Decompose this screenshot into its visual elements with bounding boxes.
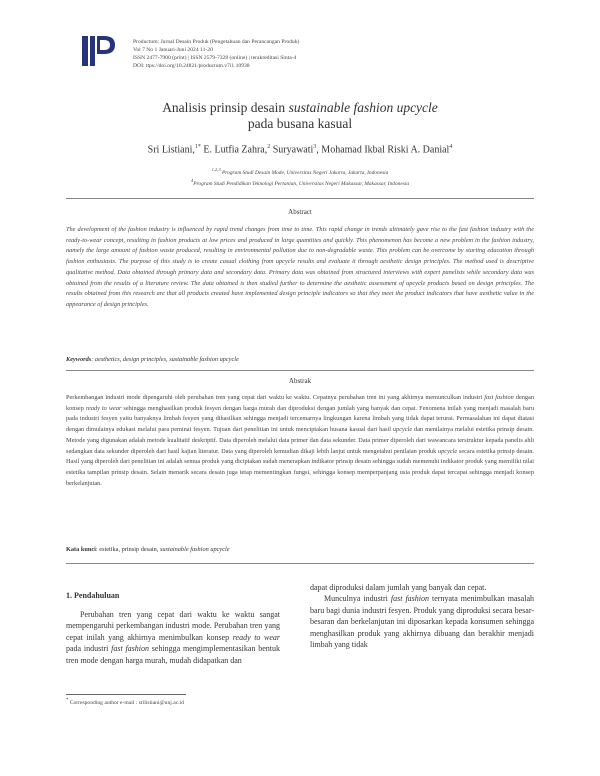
paragraph-italic: fast fashion bbox=[390, 594, 430, 604]
divider-top bbox=[66, 198, 534, 199]
journal-doi[interactable]: DOI: ttps://doi.org/10.24821/productum.v7i1.10938 bbox=[133, 63, 250, 69]
paragraph: dapat diproduksi dalam jumlah yang banyak dan cepat. bbox=[310, 583, 487, 592]
kata-kunci-italic: sustainable fashion upcycle bbox=[159, 546, 230, 553]
abstrak-italic: ready to wear bbox=[85, 404, 122, 412]
abstract-text: The development of the fashion industry is influenced by rapid trend changes from time to time. This rapid change in trends ultimately gave rise to the fast fashion industry with the ready-to-wear concept, resulting in fashion products at low prices and produced in large quantities and quickly. This phenomenon has become a new problem in the fashion industry, namely the large amount of fashion waste produced, resulting in environmental pollution due to non-degradable waste. This problem can be overcome by starting education through fashion enthusiasts. The purpose of this study is to create casual clothing from upcycle results and evaluate it through aesthetic design principles. The method used is descriptive qualitative method. Data obtained through primary data and secondary data. Primary data was obtained from structured interviews with expert panelists while secondary data was obtained from the results of a literature review. The data obtained is then studied further to determine the aesthetic assessment of upcycle products based on design principles. The results obtained from this research are that all products created have implemented design principle indicators so that they meet the product indicators that have aesthetic value in the appearance of design principles. bbox=[66, 226, 534, 308]
section-title: 1. Pendahuluan bbox=[66, 591, 120, 600]
paragraph bbox=[310, 593, 534, 650]
divider-mid bbox=[66, 370, 534, 371]
paragraph-part: pada industri bbox=[66, 644, 112, 654]
abstrak-part: dan menilainya melalui estetika prinsip desain. Metode yang digunakan adalah metode kualitatif deskriptif. Data diperoleh melalui data primer dan data sekunder. Data primer diperoleh dari wawancara terstruktur kepada panelis ahli sedangkan data sekunder diperoleh dari hasil kajian literatur. Data yang diperoleh kemudian dikaji lebih lanjut untuk mengetahui penilaian produk bbox=[66, 426, 534, 455]
paragraph-part: Munculnya industri bbox=[324, 594, 391, 604]
left-column bbox=[66, 609, 280, 666]
abstrak-part: sehingga menghasilkan produk fesyen dengan harga murah dan diproduksi dengan jumlah yang banyak dan cepat. Fenomena inilah yang menjadi masalah baru pada industri fesyen yaitu banyaknya limbah fesyen yang dihasilkan sehingga menjadi tercemarnya lingkungan karena limbah yang tidak dapat terurai. Permasalahan ini dapat diatasi dengan dimulainya edukasi melalui para peminat fesyen. Tujuan dari penelitian ini untuk menciptakan busana kasual dari hasil bbox=[66, 404, 534, 434]
paragraph-italic: ready to wear bbox=[232, 632, 280, 642]
author-3: Suryawati bbox=[270, 144, 314, 156]
author-4: , Mohamad Ikbal Riski A. Danial bbox=[316, 144, 450, 156]
abstrak-part: Perkembangan industri mode dipengaruhi oleh perubahan tren yang cepat dari waktu ke waktu. Cepatnya perubahan tren ini yang akhirnya memunculkan industri bbox=[66, 394, 485, 401]
kata-kunci-label: Kata kunci bbox=[66, 546, 96, 553]
footnote-rule bbox=[66, 694, 186, 695]
author-1-sup: 1* bbox=[194, 144, 201, 150]
journal-volume: Vol 7 No 1 Januari-Juni 2024 11-20 bbox=[133, 47, 213, 53]
author-2-sup: 2 bbox=[267, 144, 271, 150]
divider-bottom bbox=[66, 563, 534, 564]
title-line1-italic: sustainable fashion upcycle bbox=[288, 100, 438, 115]
author-list bbox=[0, 144, 600, 155]
affiliation-2: Program Studi Pendidikan Teknologi Pertanian, Universitas Negeri Makassar, Makassar, Indonesia bbox=[193, 180, 410, 187]
paragraph-italic: fast fashion bbox=[111, 644, 150, 654]
footnote-mark: * bbox=[66, 698, 69, 703]
journal-issn: ISSN 2477-7900 (print) | ISSN 2579-7328 (online) | terakreditasi Sinta-4 bbox=[133, 55, 297, 61]
abstrak-text bbox=[66, 393, 534, 489]
author-1: Sri Listiani, bbox=[147, 144, 195, 156]
paper-title bbox=[0, 100, 600, 131]
abstrak-part: secara estetika prinsip desain. Hasil yang diperoleh dari penelitian ini adalah semua produk yang diciptakan sudah menerapkan indikator prinsip desain sehingga sudah memenuhi indikator produk yang memiliki nilai estetika tampilan prinsip desain. Selain menarik secara desain juga tetap mementingkan fungsi, sehingga konsep memperpanjang usia produk dapat tercapai sehingga menjadi konsep berkelanjutan. bbox=[66, 447, 534, 487]
affiliation-1-sup: 1,2,3 bbox=[211, 167, 221, 172]
abstrak-heading: Abstrak bbox=[288, 377, 312, 385]
keywords bbox=[66, 356, 239, 363]
journal-name: Productum: Jurnal Desain Produk (Pengetahuan dan Perancangan Produk) bbox=[133, 39, 300, 45]
footnote-text: Corresponding author e-mail : srilistiani@unj.ac.id bbox=[68, 699, 184, 706]
affiliation-2-sup: 4 bbox=[190, 177, 194, 183]
title-line1: Analisis prinsip desain bbox=[162, 100, 289, 115]
right-column bbox=[310, 582, 534, 650]
paragraph-part: Perubahan tren yang cepat dari waktu ke waktu sangat mempengaruhi perkembangan industri mode. Perubahan tren yang cepat inilah yang akhirnya menimbulkan konsep bbox=[66, 610, 280, 642]
affiliations bbox=[0, 166, 600, 188]
abstrak-italic: upcycle bbox=[392, 426, 413, 434]
author-4-sup: 4 bbox=[449, 144, 453, 150]
author-3-sup: 3 bbox=[313, 144, 317, 150]
journal-logo-icon bbox=[82, 36, 116, 66]
abstrak-italic: upcycle bbox=[438, 447, 458, 455]
author-2: E. Lutfia Zahra, bbox=[200, 144, 268, 156]
keywords-label: Keywords bbox=[66, 356, 92, 363]
footnote bbox=[66, 698, 184, 706]
abstrak-part: dengan konsep bbox=[66, 394, 534, 412]
title-line2: pada busana kasual bbox=[247, 115, 353, 131]
abstrak-italic: fast fashion bbox=[484, 394, 514, 401]
keywords-list: : aesthetics, design principles, sustainable fashion upcycle bbox=[91, 356, 239, 363]
journal-header bbox=[133, 38, 299, 70]
paragraph-part: ternyata menimbulkan masalah baru bagi dunia industri fesyen. Produk yang diproduksi secara besar-besaran dan berkelanjutan ini diposarkan kepada konsumen sehingga menghasilkan produk yang akhirnya dibuang dan berakhir menjadi limbah yang tidak bbox=[310, 594, 534, 650]
kata-kunci-list: : estetika, prinsip desain, bbox=[95, 546, 160, 553]
kata-kunci bbox=[66, 546, 230, 553]
paragraph bbox=[66, 609, 280, 666]
paragraph-part: sehingga mengimplementasikan bentuk tren mode dengan harga murah, mudah didapatkan dan bbox=[66, 644, 280, 665]
affiliation-1: Program Studi Desain Mode, Universitas Negeri Jakarta, Jakarta, Indonesia bbox=[220, 169, 389, 176]
abstract-heading: Abstract bbox=[288, 208, 312, 216]
